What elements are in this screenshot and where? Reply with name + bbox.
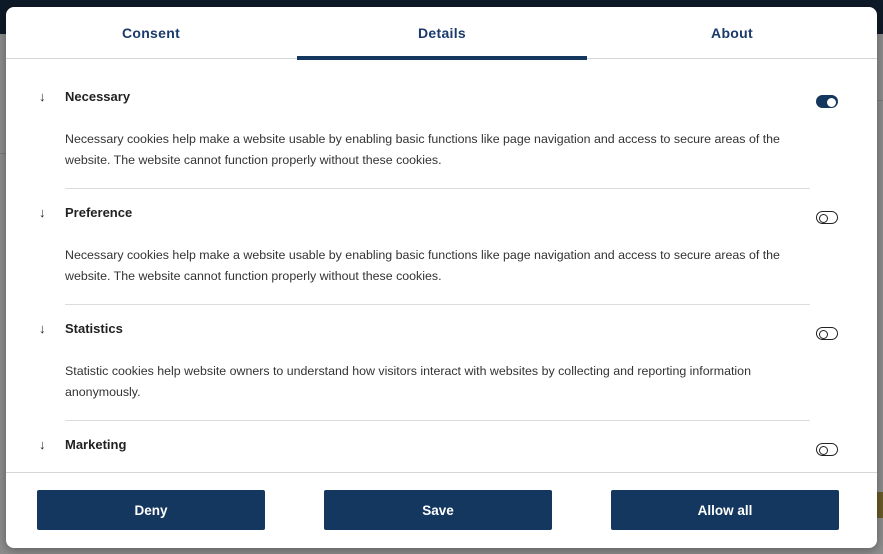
tab-bar (6, 7, 877, 59)
section-header[interactable] (6, 425, 877, 465)
marketing-toggle[interactable] (816, 443, 838, 456)
section-divider (65, 188, 810, 189)
details-panel (6, 59, 877, 472)
section-header[interactable] (6, 193, 877, 233)
arrow-down-icon: ↓ (39, 205, 46, 220)
section-description: Necessary cookies help make a website usable by enabling basic functions like page navigation and access to secure areas of the website. The website cannot function properly without these cookies. (65, 132, 780, 167)
statistics-toggle[interactable] (816, 327, 838, 340)
background-divider (877, 100, 883, 101)
section-divider (65, 420, 810, 421)
preference-toggle[interactable] (816, 211, 838, 224)
button-bar (6, 472, 877, 548)
tab-details[interactable]: Details (297, 7, 587, 59)
arrow-down-icon: ↓ (39, 89, 46, 104)
section-title[interactable]: Preference (65, 205, 133, 220)
section-header[interactable] (6, 77, 877, 117)
save-button[interactable]: Save (324, 490, 552, 530)
section-title[interactable]: Marketing (65, 437, 127, 452)
allow-all-button[interactable]: Allow all (611, 490, 839, 530)
arrow-down-icon: ↓ (39, 437, 46, 452)
cookie-consent-dialog (6, 7, 877, 548)
section-title[interactable]: Statistics (65, 321, 123, 336)
section-description: Necessary cookies help make a website usable by enabling basic functions like page navigation and access to secure areas of the website. The website cannot function properly without these cookies. (65, 248, 780, 283)
necessary-toggle[interactable] (816, 95, 838, 108)
tab-consent[interactable]: Consent (121, 25, 181, 41)
section-description: Statistic cookies help website owners to understand how visitors interact with websites by collecting and reporting information anonymously. (65, 364, 751, 399)
tab-about[interactable]: About (711, 25, 753, 41)
section-header[interactable] (6, 309, 877, 349)
toggle-knob (827, 98, 836, 107)
toggle-knob (819, 214, 828, 223)
toggle-knob (819, 330, 828, 339)
section-divider (65, 304, 810, 305)
toggle-knob (819, 446, 828, 455)
deny-button[interactable]: Deny (37, 490, 265, 530)
section-title[interactable]: Necessary (65, 89, 131, 104)
arrow-down-icon: ↓ (39, 321, 46, 336)
